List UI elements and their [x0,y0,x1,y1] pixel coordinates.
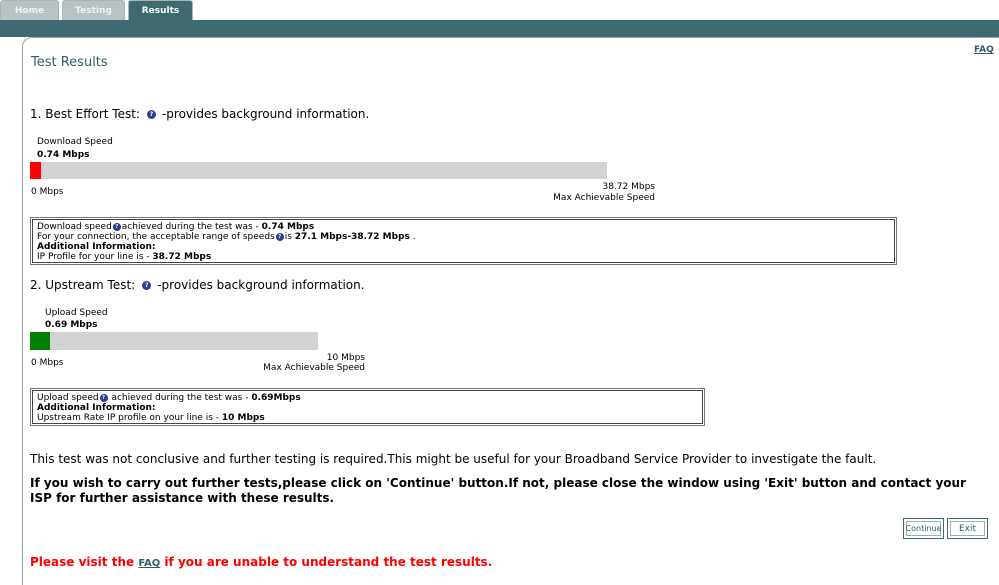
help-icon[interactable]: ? [142,281,151,290]
download-info-box [30,217,897,265]
page-title: Test Results [31,55,108,70]
footer-text: if you are unable to understand the test results. [160,555,493,569]
download-info-text: IP Profile for your line is - [37,252,153,262]
download-min-label: 0 Mbps [31,187,64,197]
upload-max-caption: Max Achievable Speed [263,363,365,373]
download-info-text: For your connection, the acceptable range of speeds [37,232,275,242]
download-speed-value: 0.74 Mbps [37,150,90,160]
download-max-caption: Max Achievable Speed [553,193,655,203]
upload-info-line-1 [37,393,698,403]
header-band [0,20,999,37]
upload-info-box [30,388,705,426]
tab-results[interactable]: Results [128,0,193,20]
download-info-text: achieved during the test was - [121,222,262,232]
upstream-heading [30,278,365,292]
download-speed-bar [30,162,607,179]
upload-info-text: achieved during the test was - [108,393,252,403]
acceptable-range-value: 27.1 Mbps-38.72 Mbps [294,232,410,242]
tab-testing[interactable]: Testing [62,0,125,20]
download-info-line-2 [37,232,890,242]
exit-button-label: Exit [950,521,985,536]
download-speed-result: 0.74 Mbps [261,222,315,232]
upload-info-line-3 [37,413,698,423]
upload-speed-value: 0.69 Mbps [45,320,98,330]
inconclusive-notice: This test was not conclusive and further testing is required.This might be useful for your Broadband Service Provider to investigate the fault. [30,452,877,466]
help-icon[interactable]: ? [113,223,121,231]
upload-info-text: Upstream Rate IP profile on your line is - [37,413,222,423]
upstream-heading-suffix: -provides background information. [157,278,365,292]
ip-profile-value: 38.72 Mbps [152,252,212,262]
download-info-text: . [409,232,416,242]
download-speed-bar-fill [30,162,41,179]
download-info-line-4 [37,252,890,262]
help-icon[interactable]: ? [147,110,156,119]
additional-info-heading: Additional Information: [37,242,156,252]
faq-footer-note [30,555,492,569]
download-info-line-1 [37,222,890,232]
faq-link-footer[interactable]: FAQ [138,558,161,569]
best-effort-heading [30,107,369,121]
continue-button[interactable] [903,518,944,539]
continue-button-label: Continue [906,521,941,536]
upload-speed-label: Upload Speed [45,308,108,318]
help-icon[interactable]: ? [276,233,284,241]
upload-max-value: 10 Mbps [326,353,365,363]
footer-text: Please visit the [30,555,139,569]
upstream-profile-value: 10 Mbps [221,413,265,423]
download-info-text: is [284,232,295,242]
continue-instruction: If you wish to carry out further tests,please click on 'Continue' button.If not, please close the window using 'Exit' button and contact your ISP for further assistance with these results. [30,476,966,505]
faq-link-top[interactable]: FAQ [974,45,994,55]
upstream-heading-label: 2. Upstream Test: [30,278,136,292]
upload-speed-bar [30,332,318,350]
download-speed-label: Download Speed [37,137,113,147]
tab-bar [0,0,999,20]
exit-button[interactable] [947,518,988,539]
best-effort-heading-label: 1. Best Effort Test: [30,107,140,121]
best-effort-heading-suffix: -provides background information. [161,107,370,121]
upload-speed-bar-fill [30,332,50,350]
download-info-text: Download speed [37,222,112,232]
additional-info-heading: Additional Information: [37,403,156,413]
download-max-value: 38.72 Mbps [602,182,655,192]
upload-speed-result: 0.69Mbps [251,393,301,403]
tab-home[interactable]: Home [0,0,59,20]
help-icon[interactable]: ? [100,394,108,402]
upload-min-label: 0 Mbps [31,358,64,368]
upload-info-text: Upload speed [37,393,99,403]
